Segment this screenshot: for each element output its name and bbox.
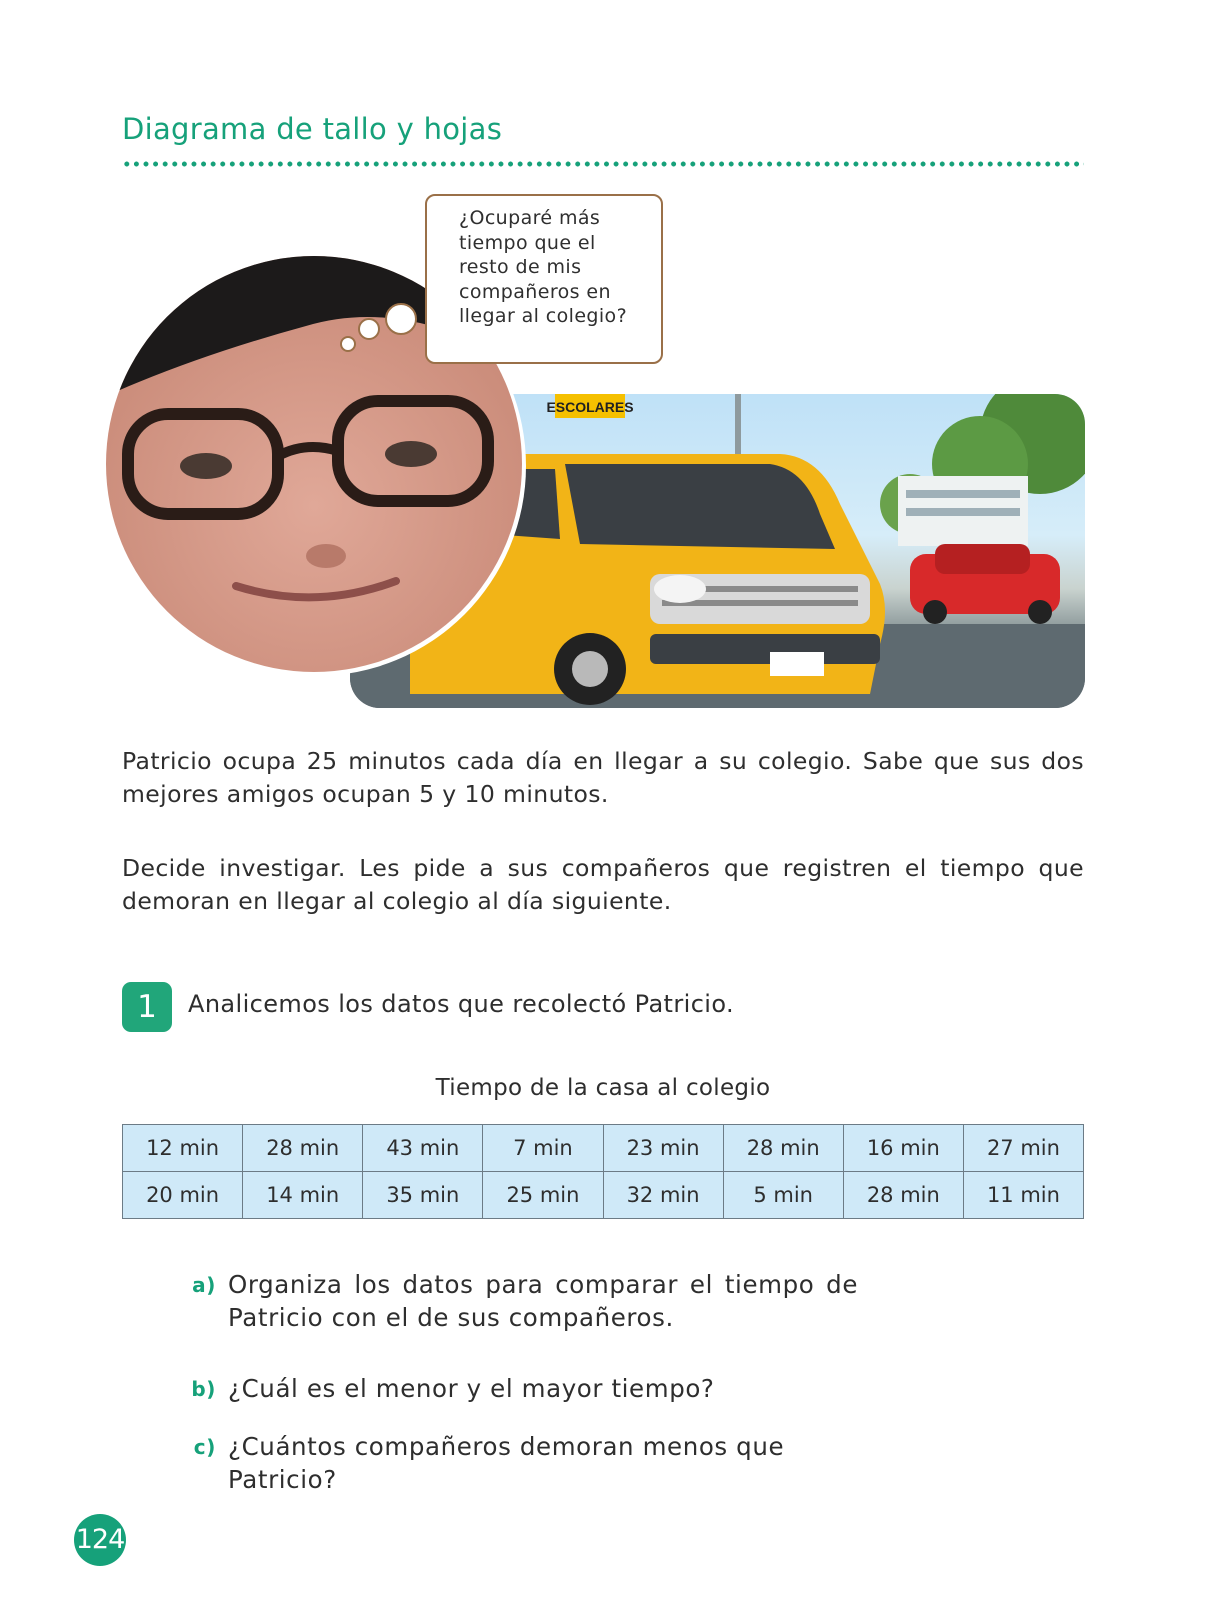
table-cell: 20 min: [123, 1172, 243, 1219]
question-a: [190, 1268, 890, 1334]
bubble-line: compañeros en: [459, 280, 611, 303]
activity-instruction: Analicemos los datos que recolectó Patricio.: [188, 990, 735, 1018]
investigation-paragraph: Decide investigar. Les pide a sus compañeros que registren el tiempo que demoran en llegar al colegio al día siguiente.: [122, 854, 1084, 915]
question-text: ¿Cuántos compañeros demoran menos que Patricio?: [228, 1432, 785, 1494]
table-cell: 28 min: [723, 1125, 843, 1172]
table-cell: 43 min: [363, 1125, 483, 1172]
question-c: [190, 1430, 890, 1496]
question-letter: b): [191, 1377, 216, 1401]
thought-dot-large: [385, 303, 417, 335]
question-text: ¿Cuál es el menor y el mayor tiempo?: [228, 1374, 715, 1403]
bubble-line: llegar al colegio?: [459, 305, 628, 327]
table-cell: 23 min: [603, 1125, 723, 1172]
question-letter: c): [193, 1435, 216, 1459]
table-cell: 5 min: [723, 1172, 843, 1219]
question-text: Organiza los datos para comparar el tiempo de Patricio con el de sus compañeros.: [228, 1270, 858, 1332]
thought-dot-small: [340, 336, 356, 352]
table-cell: 28 min: [243, 1125, 363, 1172]
table-cell: 7 min: [483, 1125, 603, 1172]
escolares-sign: ESCOLARES: [546, 399, 634, 415]
bubble-line: resto de mis: [459, 256, 582, 278]
table-cell: 28 min: [843, 1172, 963, 1219]
question-letter: a): [192, 1273, 216, 1297]
thought-dot-medium: [358, 318, 380, 340]
table-cell: 25 min: [483, 1172, 603, 1219]
thought-bubble: [425, 194, 663, 364]
bubble-line: ¿Ocuparé más: [459, 207, 601, 229]
table-cell: 11 min: [963, 1172, 1083, 1219]
intro-paragraph: Patricio ocupa 25 minutos cada día en llegar a su colegio. Sabe que sus dos mejores amigos ocupan 5 y 10 minutos.: [122, 747, 1084, 808]
table-cell: 16 min: [843, 1125, 963, 1172]
page-number: 124: [74, 1514, 126, 1566]
table-row: [123, 1125, 1084, 1172]
table-row: [123, 1172, 1084, 1219]
table-cell: 35 min: [363, 1172, 483, 1219]
table-cell: 27 min: [963, 1125, 1083, 1172]
table-caption: Tiempo de la casa al colegio: [435, 1075, 771, 1101]
table-cell: 12 min: [123, 1125, 243, 1172]
activity-number-badge: 1: [122, 982, 172, 1032]
dotted-divider: [122, 160, 1084, 168]
question-b: [190, 1372, 890, 1405]
table-cell: 14 min: [243, 1172, 363, 1219]
table-cell: 32 min: [603, 1172, 723, 1219]
times-table: [122, 1124, 1084, 1219]
bubble-line: tiempo que el: [459, 231, 596, 254]
section-title: Diagrama de tallo y hojas: [122, 112, 503, 146]
